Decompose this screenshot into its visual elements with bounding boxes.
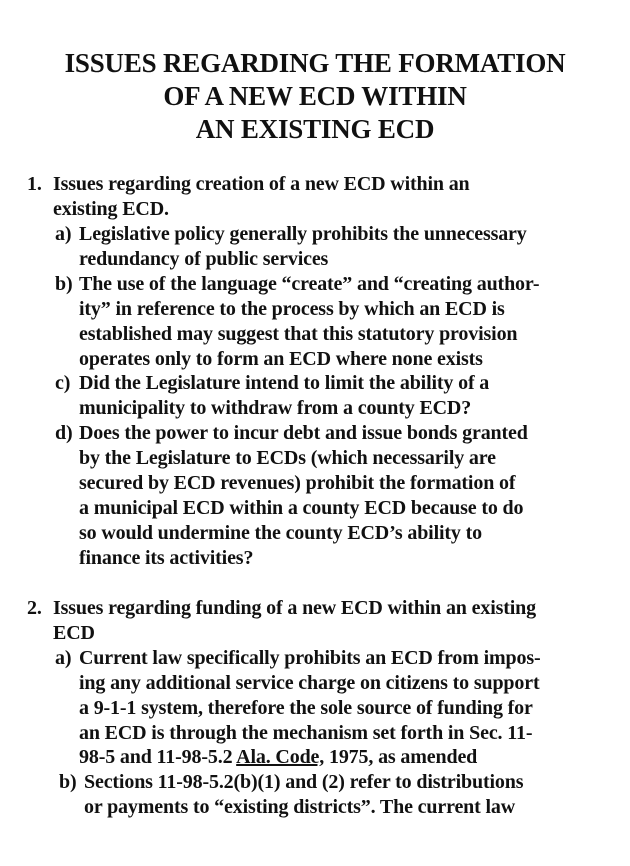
item-2b-line-1: Sections 11-98-5.2(b)(1) and (2) refer to distributions xyxy=(84,771,524,793)
item-1a-line-1: Legislative policy generally prohibits the unnecessary xyxy=(79,223,527,245)
item-1c-line-1: Did the Legislature intend to limit the ability of a xyxy=(79,372,490,394)
section-1-heading-line-2: existing ECD. xyxy=(53,198,169,220)
item-1d-line-4: a municipal ECD within a county ECD because to do xyxy=(79,497,524,519)
title-line-1: ISSUES REGARDING THE FORMATION xyxy=(64,48,566,78)
item-1c-line-2: municipality to withdraw from a county ECD? xyxy=(79,397,472,419)
item-2a-line-5-pre: 98-5 and 11-98-5.2 xyxy=(79,746,237,768)
item-1d-line-3: secured by ECD revenues) prohibit the formation of xyxy=(79,472,516,494)
document-title xyxy=(0,47,630,146)
item-1a-line-2: redundancy of public services xyxy=(79,248,329,270)
item-2b-line-2: or payments to “existing districts”. The current law xyxy=(84,796,516,818)
item-1a-label: a) xyxy=(55,223,72,245)
item-1b-line-1: The use of the language “create” and “creating author- xyxy=(79,273,540,295)
section-1-heading-line-1: Issues regarding creation of a new ECD within an xyxy=(53,173,470,195)
item-2a-label: a) xyxy=(55,647,72,669)
title-line-2: OF A NEW ECD WITHIN xyxy=(163,81,467,111)
item-2a-line-5 xyxy=(79,746,477,769)
item-1d-line-6: finance its activities? xyxy=(79,547,254,569)
item-1d-label: d) xyxy=(55,422,73,444)
item-1b-line-4: operates only to form an ECD where none exists xyxy=(79,348,483,370)
item-1b-line-2: ity” in reference to the process by which an ECD is xyxy=(79,298,505,320)
item-1d-line-5: so would undermine the county ECD’s ability to xyxy=(79,522,482,544)
item-2a-line-1: Current law specifically prohibits an ECD from impos- xyxy=(79,647,541,669)
item-1d-line-2: by the Legislature to ECDs (which necessarily are xyxy=(79,447,496,469)
item-1b-line-3: established may suggest that this statutory provision xyxy=(79,323,518,345)
section-2-heading-line-2: ECD xyxy=(53,622,95,644)
ala-code-citation: Ala. Code, xyxy=(236,746,325,768)
item-2a-line-2: ing any additional service charge on citizens to support xyxy=(79,672,540,694)
item-2a-line-5-post: 1975, as amended xyxy=(324,746,478,768)
section-2-number: 2. xyxy=(27,597,42,619)
item-2a-line-3: a 9-1-1 system, therefore the sole source of funding for xyxy=(79,697,533,719)
item-1b-label: b) xyxy=(55,273,73,295)
section-1-number: 1. xyxy=(27,173,42,195)
title-line-3: AN EXISTING ECD xyxy=(195,114,435,144)
section-2-heading-line-1: Issues regarding funding of a new ECD within an existing xyxy=(53,597,536,619)
item-2b-label: b) xyxy=(59,771,77,793)
item-1d-line-1: Does the power to incur debt and issue bonds granted xyxy=(79,422,528,444)
item-2a-line-4: an ECD is through the mechanism set forth in Sec. 11- xyxy=(79,722,533,744)
item-1c-label: c) xyxy=(55,372,71,394)
